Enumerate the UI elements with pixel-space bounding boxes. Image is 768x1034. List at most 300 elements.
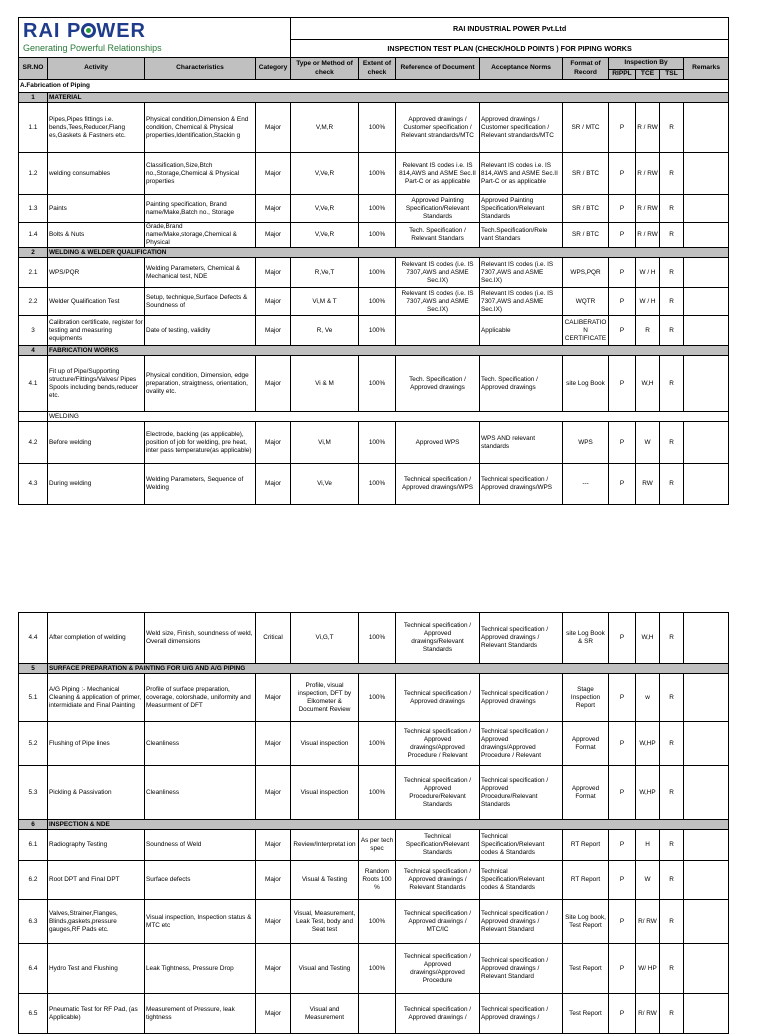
reference-cell: Technical Specification/Relevant Standards — [396, 830, 480, 861]
remarks-cell — [684, 722, 729, 766]
type-cell: V,Ve,R — [291, 153, 359, 195]
acceptance-cell: Approved Painting Specification/Relevant Standards — [480, 195, 563, 223]
col-header-category: Category — [256, 58, 291, 80]
activity-cell: A/G Piping :- Mechanical Cleaning & application of primer, intermidiate and Final Painting — [48, 674, 145, 722]
characteristics-cell: Weld size, Finish, soundness of weld, Overall dimensions — [145, 613, 256, 664]
acceptance-cell: Technical Specification/Relevant codes & Standards — [480, 861, 563, 900]
format-cell: Approved Format — [563, 766, 609, 820]
type-cell: Vi,G,T — [291, 613, 359, 664]
type-cell: Visual inspection — [291, 766, 359, 820]
reference-cell: Technical specification / Approved drawings / MTC/IC — [396, 900, 480, 944]
section-header-row — [19, 346, 729, 356]
table-row — [19, 613, 729, 664]
category-cell: Major — [256, 288, 291, 316]
activity-cell: Flushing of Pipe lines — [48, 722, 145, 766]
format-cell: SR / MTC — [563, 103, 609, 153]
section-title: SURFACE PREPARATION & PAINTING FOR U/G AND A/G PIPING — [48, 664, 729, 674]
rippl-cell: P — [609, 994, 636, 1034]
table-row — [19, 356, 729, 412]
tsl-cell: R — [660, 223, 684, 248]
category-cell: Major — [256, 223, 291, 248]
tsl-cell: R — [660, 464, 684, 505]
section-number: 4 — [19, 346, 48, 356]
remarks-cell — [684, 153, 729, 195]
activity-cell: Before welding — [48, 422, 145, 464]
format-cell: WPS — [563, 422, 609, 464]
section-title: MATERIAL — [48, 93, 729, 103]
type-cell: Visual inspection — [291, 722, 359, 766]
extent-cell: As per tech spec — [359, 830, 396, 861]
category-cell: Major — [256, 153, 291, 195]
extent-cell: Random Roots 100 % — [359, 861, 396, 900]
type-cell: R,Ve,T — [291, 258, 359, 288]
format-cell: Site Log book, Test Report — [563, 900, 609, 944]
table-row — [19, 766, 729, 820]
tsl-cell: R — [660, 722, 684, 766]
format-cell: Approved Format — [563, 722, 609, 766]
section-number: 6 — [19, 820, 48, 830]
format-cell: Stage Inspection Report — [563, 674, 609, 722]
activity-cell: WPS/PQR — [48, 258, 145, 288]
sr-no-cell: 1.4 — [19, 223, 48, 248]
table-row — [19, 674, 729, 722]
extent-cell: 100% — [359, 422, 396, 464]
characteristics-cell: Surface defects — [145, 861, 256, 900]
tsl-cell: R — [660, 422, 684, 464]
rippl-cell: P — [609, 316, 636, 346]
col-header-remarks: Remarks — [684, 58, 729, 80]
tsl-cell: R — [660, 153, 684, 195]
activity-cell: Pickling & Passivation — [48, 766, 145, 820]
format-cell: WPS,PQR — [563, 258, 609, 288]
logo-text-left: RAI P — [23, 19, 82, 42]
col-header-acceptance: Acceptance Norms — [480, 58, 563, 80]
characteristics-cell: Painting specification, Brand name/Make,Batch no., Storage — [145, 195, 256, 223]
reference-cell — [396, 316, 480, 346]
sr-no-cell: 6.1 — [19, 830, 48, 861]
category-cell: Major — [256, 674, 291, 722]
remarks-cell — [684, 103, 729, 153]
table-row — [19, 422, 729, 464]
characteristics-cell: Physical condition,Dimension & End condition, Chemical & Physical properties,Identification,Stackin g — [145, 103, 256, 153]
characteristics-cell: Classification,Size,Btch no.,Storage,Chemical & Physical properties — [145, 153, 256, 195]
sr-no-cell: 6.4 — [19, 944, 48, 994]
category-cell: Major — [256, 195, 291, 223]
table-row — [19, 103, 729, 153]
sr-no-cell: 1.1 — [19, 103, 48, 153]
category-cell: Major — [256, 766, 291, 820]
reference-cell: Technical specification / Approved drawings/WPS — [396, 464, 480, 505]
extent-cell: 100% — [359, 674, 396, 722]
itp-table-page1 — [18, 17, 729, 505]
extent-cell: 100% — [359, 288, 396, 316]
format-cell: WQTR — [563, 288, 609, 316]
category-cell: Major — [256, 422, 291, 464]
format-cell: site Log Book — [563, 356, 609, 412]
activity-cell: Pneumatic Test for RF Pad, (as Applicable) — [48, 994, 145, 1034]
rippl-cell: P — [609, 944, 636, 994]
table-row — [19, 288, 729, 316]
logo-text-right: WER — [96, 19, 147, 42]
rippl-cell: P — [609, 900, 636, 944]
sr-no-cell: 6.2 — [19, 861, 48, 900]
sr-no-cell: 2.1 — [19, 258, 48, 288]
characteristics-cell: Date of testing, validity — [145, 316, 256, 346]
acceptance-cell: Technical specification / Approved drawings / Relevant Standard — [480, 900, 563, 944]
acceptance-cell: Technical specification / Approved drawings/WPS — [480, 464, 563, 505]
table-row — [19, 722, 729, 766]
type-cell: Visual and Measurement — [291, 994, 359, 1034]
tce-cell: w — [636, 674, 660, 722]
section-header-row — [19, 820, 729, 830]
remarks-cell — [684, 422, 729, 464]
type-cell: Visual, Measurement, Leak Test, body and Seat test — [291, 900, 359, 944]
tce-cell: R / RW — [636, 153, 660, 195]
acceptance-cell: Tech.Specification/Rele vant Standars — [480, 223, 563, 248]
reference-cell: Technical specification / Approved drawings/Relevant Standards — [396, 613, 480, 664]
remarks-cell — [684, 356, 729, 412]
remarks-cell — [684, 316, 729, 346]
rippl-cell: P — [609, 288, 636, 316]
tce-cell: W,H — [636, 356, 660, 412]
tce-cell: W — [636, 861, 660, 900]
reference-cell: Technical specification / Approved Procedure/Relevant Standards — [396, 766, 480, 820]
tsl-cell: R — [660, 994, 684, 1034]
rippl-cell: P — [609, 422, 636, 464]
tce-cell: W — [636, 422, 660, 464]
extent-cell: 100% — [359, 944, 396, 994]
sr-no-cell: 5.3 — [19, 766, 48, 820]
extent-cell — [359, 994, 396, 1034]
tsl-cell: R — [660, 613, 684, 664]
remarks-cell — [684, 223, 729, 248]
category-cell: Major — [256, 722, 291, 766]
extent-cell: 100% — [359, 766, 396, 820]
acceptance-cell: Technical specification / Approved drawings / Relevant Standard — [480, 944, 563, 994]
tsl-cell: R — [660, 674, 684, 722]
tsl-cell: R — [660, 195, 684, 223]
type-cell: R, Ve — [291, 316, 359, 346]
characteristics-cell: Cleanliness — [145, 722, 256, 766]
table-row — [19, 195, 729, 223]
extent-cell: 100% — [359, 464, 396, 505]
tce-cell: R / RW — [636, 223, 660, 248]
col-header-characteristics: Characteristics — [145, 58, 256, 80]
category-cell: Major — [256, 994, 291, 1034]
tce-cell: W,H — [636, 613, 660, 664]
col-header-tce: TCE — [636, 70, 660, 80]
reference-cell: Approved Painting Specification/Relevant Standards — [396, 195, 480, 223]
rippl-cell: P — [609, 223, 636, 248]
remarks-cell — [684, 613, 729, 664]
characteristics-cell: Leak Tightness, Pressure Drop — [145, 944, 256, 994]
remarks-cell — [684, 195, 729, 223]
tce-cell: R/ RW — [636, 900, 660, 944]
activity-cell: During welding — [48, 464, 145, 505]
format-cell: Test Report — [563, 944, 609, 994]
type-cell: Vi,Ve — [291, 464, 359, 505]
category-cell: Major — [256, 830, 291, 861]
reference-cell: Technical specification / Approved drawings / — [396, 994, 480, 1034]
section-header-row — [19, 248, 729, 258]
table-row — [19, 900, 729, 944]
remarks-cell — [684, 830, 729, 861]
reference-cell: Relevant IS codes (i.e. IS 7307,AWS and ASME Sec.IX) — [396, 258, 480, 288]
category-cell: Major — [256, 861, 291, 900]
activity-cell: Bolts & Nuts — [48, 223, 145, 248]
rippl-cell: P — [609, 356, 636, 412]
reference-cell: Technical specification / Approved drawings/Approved Procedure / Relevant — [396, 722, 480, 766]
sr-no-cell: 1.3 — [19, 195, 48, 223]
sr-no-cell: 5.1 — [19, 674, 48, 722]
reference-cell: Technical specification / Approved drawings/Approved Procedure — [396, 944, 480, 994]
table-row — [19, 994, 729, 1034]
category-cell: Major — [256, 316, 291, 346]
remarks-cell — [684, 944, 729, 994]
acceptance-cell: Technical specification / Approved drawings — [480, 674, 563, 722]
acceptance-cell: WPS AND relevant standards — [480, 422, 563, 464]
section-number: 5 — [19, 664, 48, 674]
table-row — [19, 153, 729, 195]
col-header-extent: Extent of check — [359, 58, 396, 80]
subsection-row — [19, 412, 729, 422]
acceptance-cell: Technical specification / Approved drawings / — [480, 994, 563, 1034]
reference-cell: Relevant IS codes (i.e. IS 7307,AWS and ASME Sec.IX) — [396, 288, 480, 316]
tce-cell: W/ HP — [636, 944, 660, 994]
format-cell: RT Report — [563, 830, 609, 861]
section-header-row — [19, 664, 729, 674]
acceptance-cell: Relevant IS codes i.e. IS 814,AWS and ASME Sec.II Part-C or as applicable — [480, 153, 563, 195]
format-cell: SR / BTC — [563, 195, 609, 223]
characteristics-cell: Cleanliness — [145, 766, 256, 820]
sr-no-cell: 1.2 — [19, 153, 48, 195]
remarks-cell — [684, 900, 729, 944]
table-row — [19, 258, 729, 288]
characteristics-cell: Setup, technique,Surface Defects & Soundness of — [145, 288, 256, 316]
type-cell: Visual and Testing — [291, 944, 359, 994]
reference-cell: Tech. Specification / Approved drawings — [396, 356, 480, 412]
characteristics-cell: Physical condition, Dimension, edge preparation, straigtness, orientation, ovality etc. — [145, 356, 256, 412]
sr-no-cell: 4.1 — [19, 356, 48, 412]
remarks-cell — [684, 861, 729, 900]
activity-cell: Fit up of Pipe/Supporting structure/Fittings/Valves/ Pipes Spools including bends,reducer etc. — [48, 356, 145, 412]
itp-table-page2 — [18, 612, 729, 1034]
tce-cell: W / H — [636, 258, 660, 288]
section-title: WELDING & WELDER QUALIFICATION — [48, 248, 729, 258]
itp-body-page2 — [19, 613, 729, 1034]
col-header-reference: Reference of Document — [396, 58, 480, 80]
col-header-inspection-by: Inspection By — [609, 58, 684, 70]
section-title: WELDING — [48, 412, 729, 422]
table-row — [19, 316, 729, 346]
section-number: 1 — [19, 93, 48, 103]
sr-no-cell: 3 — [19, 316, 48, 346]
format-cell: RT Report — [563, 861, 609, 900]
activity-cell: After completion of welding — [48, 613, 145, 664]
tsl-cell: R — [660, 830, 684, 861]
tsl-cell: R — [660, 356, 684, 412]
remarks-cell — [684, 766, 729, 820]
reference-cell: Relevant IS codes i.e. IS 814,AWS and ASME Sec.II Part-C or as applicable — [396, 153, 480, 195]
extent-cell: 100% — [359, 103, 396, 153]
type-cell: Vi & M — [291, 356, 359, 412]
acceptance-cell: Technical specification / Approved drawings / Relevant Standards — [480, 613, 563, 664]
extent-cell: 100% — [359, 153, 396, 195]
tsl-cell: R — [660, 900, 684, 944]
remarks-cell — [684, 674, 729, 722]
tce-cell: W / H — [636, 288, 660, 316]
type-cell: Vi,M — [291, 422, 359, 464]
rippl-cell: P — [609, 153, 636, 195]
document-title: INSPECTION TEST PLAN (CHECK/HOLD POINTS ) FOR PIPING WORKS — [291, 40, 729, 58]
activity-cell: welding consumables — [48, 153, 145, 195]
activity-cell: Paints — [48, 195, 145, 223]
rippl-cell: P — [609, 766, 636, 820]
type-cell: Review/Interpretat ion — [291, 830, 359, 861]
section-title: INSPECTION & NDE — [48, 820, 729, 830]
part-title: A.Fabrication of Piping — [19, 80, 729, 93]
rippl-cell: P — [609, 103, 636, 153]
tce-cell: W,HP — [636, 722, 660, 766]
tce-cell: R — [636, 316, 660, 346]
acceptance-cell: Relevant IS codes (i.e. IS 7307,AWS and ASME Sec.IX) — [480, 288, 563, 316]
activity-cell: Valves,Strainer,Flanges, Blinds,gaskets,pressure gauges,RF Pads etc. — [48, 900, 145, 944]
type-cell: Visual & Testing — [291, 861, 359, 900]
characteristics-cell: Welding Parameters, Sequence of Welding — [145, 464, 256, 505]
sr-no-cell: 6.5 — [19, 994, 48, 1034]
rippl-cell: P — [609, 195, 636, 223]
category-cell: Major — [256, 356, 291, 412]
sr-no-cell: 2.2 — [19, 288, 48, 316]
category-cell: Major — [256, 464, 291, 505]
activity-cell: Calibration certificate, register for testing and measuring equipments — [48, 316, 145, 346]
tce-cell: H — [636, 830, 660, 861]
section-title: FABRICATION WORKS — [48, 346, 729, 356]
extent-cell: 100% — [359, 223, 396, 248]
category-cell: Critical — [256, 613, 291, 664]
col-header-rippl: RIPPL — [609, 70, 636, 80]
sr-no-cell: 4.2 — [19, 422, 48, 464]
tsl-cell: R — [660, 258, 684, 288]
category-cell: Major — [256, 258, 291, 288]
remarks-cell — [684, 288, 729, 316]
characteristics-cell: Electrode, backing (as applicable), position of job for welding, pre heat, inter pass temperature(as applicable) — [145, 422, 256, 464]
sr-no-cell: 4.3 — [19, 464, 48, 505]
acceptance-cell: Approved drawings / Customer specification / Relevant strandards/MTC — [480, 103, 563, 153]
activity-cell: Root DPT and Final DPT — [48, 861, 145, 900]
characteristics-cell: Grade,Brand name/Make,storage,Chemical & Physical — [145, 223, 256, 248]
type-cell: Profile, visual inspection, DFT by Elkometer & Document Review — [291, 674, 359, 722]
type-cell: V,Ve,R — [291, 223, 359, 248]
extent-cell: 100% — [359, 613, 396, 664]
table-row — [19, 830, 729, 861]
acceptance-cell: Technical specification / Approved drawings/Approved Procedure / Relevant — [480, 722, 563, 766]
extent-cell: 100% — [359, 195, 396, 223]
col-header-activity: Activity — [48, 58, 145, 80]
type-cell: V,Ve,R — [291, 195, 359, 223]
reference-cell: Technical specification / Approved drawings — [396, 674, 480, 722]
acceptance-cell: Tech. Specification / Approved drawings — [480, 356, 563, 412]
company-name: RAI INDUSTRIAL POWER Pvt.Ltd — [291, 18, 729, 40]
type-cell: V,M,R — [291, 103, 359, 153]
col-header-tsl: TSL — [660, 70, 684, 80]
tsl-cell: R — [660, 288, 684, 316]
rippl-cell: P — [609, 722, 636, 766]
table-row — [19, 223, 729, 248]
activity-cell: Pipes,Pipes fittings i.e. bends,Tees,Reducer,Flang es,Gaskets & Fastners etc. — [48, 103, 145, 153]
table-row — [19, 861, 729, 900]
remarks-cell — [684, 994, 729, 1034]
sr-no-cell: 5.2 — [19, 722, 48, 766]
reference-cell: Technical specification / Approved drawings / Relevant Standards — [396, 861, 480, 900]
company-logo — [19, 18, 291, 58]
rippl-cell: P — [609, 674, 636, 722]
rippl-cell: P — [609, 613, 636, 664]
rippl-cell: P — [609, 861, 636, 900]
acceptance-cell: Technical Specification/Relevant codes & Standards — [480, 830, 563, 861]
format-cell: Test Report — [563, 994, 609, 1034]
table-row — [19, 944, 729, 994]
activity-cell: Welder Qualification Test — [48, 288, 145, 316]
reference-cell: Tech. Specification / Relevant Standars — [396, 223, 480, 248]
sr-no-cell: 6.3 — [19, 900, 48, 944]
extent-cell: 100% — [359, 316, 396, 346]
tsl-cell: R — [660, 103, 684, 153]
remarks-cell — [684, 258, 729, 288]
tce-cell: R / RW — [636, 103, 660, 153]
section-number — [19, 412, 48, 422]
extent-cell: 100% — [359, 258, 396, 288]
col-header-format: Format of Record — [563, 58, 609, 80]
sr-no-cell: 4.4 — [19, 613, 48, 664]
col-header-type: Type or Method of check — [291, 58, 359, 80]
tsl-cell: R — [660, 316, 684, 346]
extent-cell: 100% — [359, 900, 396, 944]
rippl-cell: P — [609, 830, 636, 861]
activity-cell: Radiography Testing — [48, 830, 145, 861]
tce-cell: RW — [636, 464, 660, 505]
activity-cell: Hydro Test and Flushing — [48, 944, 145, 994]
tsl-cell: R — [660, 766, 684, 820]
type-cell: Vi,M & T — [291, 288, 359, 316]
table-row — [19, 464, 729, 505]
logo-o-icon — [81, 23, 96, 38]
format-cell: site Log Book & SR — [563, 613, 609, 664]
remarks-cell — [684, 464, 729, 505]
acceptance-cell: Relevant IS codes (i.e. IS 7307,AWS and ASME Sec.IX) — [480, 258, 563, 288]
format-cell: SR / BTC — [563, 153, 609, 195]
format-cell: SR / BTC — [563, 223, 609, 248]
tce-cell: W,HP — [636, 766, 660, 820]
tce-cell: R / RW — [636, 195, 660, 223]
tsl-cell: R — [660, 944, 684, 994]
characteristics-cell: Soundness of Weld — [145, 830, 256, 861]
tsl-cell: R — [660, 861, 684, 900]
rippl-cell: P — [609, 464, 636, 505]
rippl-cell: P — [609, 258, 636, 288]
section-header-row — [19, 93, 729, 103]
category-cell: Major — [256, 103, 291, 153]
acceptance-cell: Applicable — [480, 316, 563, 346]
col-header-srno: SR.NO — [19, 58, 48, 80]
tce-cell: R/ RW — [636, 994, 660, 1034]
section-number: 2 — [19, 248, 48, 258]
extent-cell: 100% — [359, 356, 396, 412]
itp-body-page1 — [19, 93, 729, 505]
characteristics-cell: Profile of surface preparation, coverage, colorshade, uniformity and Measurment of DFT — [145, 674, 256, 722]
reference-cell: Approved WPS — [396, 422, 480, 464]
format-cell: CALIBERATIO N CERTIFICATE — [563, 316, 609, 346]
